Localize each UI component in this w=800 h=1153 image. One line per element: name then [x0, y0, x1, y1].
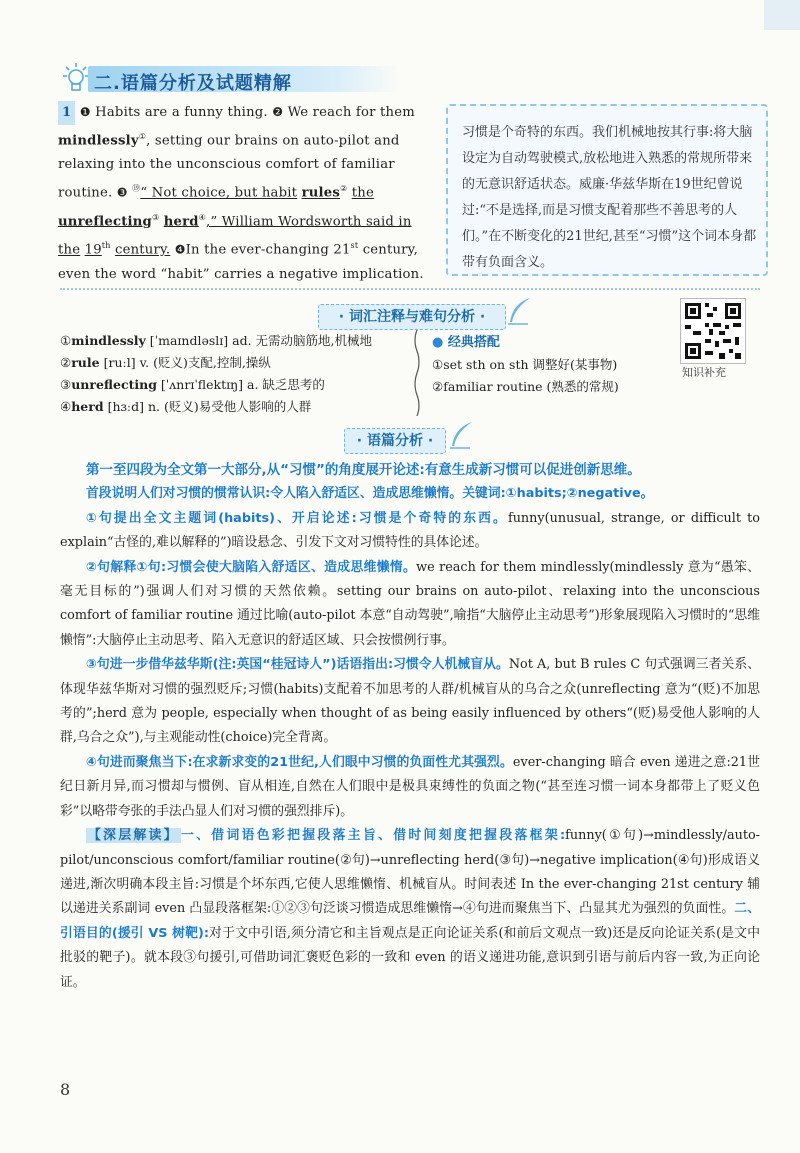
vocab-item: ①mindlessly [ˈmaɪndləslɪ] ad. 无需动脑筋地,机械地 [60, 333, 373, 348]
analysis-paragraph: ②句解释①句:习惯会使大脑陷入舒适区、造成思维懒惰。we reach for them mindlessly(mindlessly 意为“愚笨、毫无目标的”)强调人们对习惯的天然依赖。setting our brains on auto-pilot、relaxing into the unconscious comfort of familiar routine 通过比喻(auto-pilot 本意“自动驾驶”,喻指“大脑停止主动思考”)形象展现陷入习惯时的“思维懒惰”:大脑停止主动思考、陷入无意识的舒适区域、只会按惯例行事。 [60, 559, 760, 648]
translation-text: 习惯是个奇特的东西。我们机械地按其行事:将大脑设定为自动驾驶模式,放松地进入熟悉的常规所带来的无意识舒适状态。威廉·华兹华斯在19世纪曾说过:“不是选择,而是习惯支配着那些不善思考的人们。”在不断变化的21世纪,甚至“习惯”这个词本身都带有负面含义。 [462, 125, 757, 270]
section-title: 二.语篇分析及试题精解 [94, 73, 292, 94]
collocation-box [432, 332, 662, 398]
vocab-item: ③unreflecting [ˈʌnrɪˈflektɪŋ] a. 缺乏思考的 [60, 377, 325, 392]
qr-code[interactable] [680, 298, 746, 364]
paragraph-number: 1 [58, 101, 75, 125]
analysis-section-tag: · 语篇分析 · [344, 428, 446, 454]
brace-divider [410, 330, 424, 416]
collocation-item: ②familiar routine (熟悉的常规) [432, 379, 619, 394]
section-header [60, 62, 400, 96]
analysis-intro: 第一至四段为全文第一大部分,从“习惯”的角度展开论述:有意生成新习惯可以促进创新思维。 [86, 462, 641, 478]
vocab-item: ②rule [ruːl] v. (贬义)支配,控制,操纵 [60, 355, 271, 370]
page-number: 8 [60, 1080, 71, 1099]
vocab-highlight: mindlessly [58, 133, 139, 149]
page-corner [764, 0, 800, 30]
divider [60, 288, 760, 290]
analysis-paragraph: ①句提出全文主题词(habits)、开启论述:习惯是个奇特的东西。funny(unusual, strange, or difficult to explain“古怪的,难以解释的”)暗设悬念、引发下文对习惯特性的具体论述。 [60, 510, 760, 551]
vocab-list [60, 330, 390, 418]
lightbulb-icon [62, 62, 90, 94]
qr-label: 知识补充 [682, 366, 726, 379]
analysis-paragraph: ③句进一步借华兹华斯(注:英国“桂冠诗人”)话语指出:习惯令人机械盲从。Not A, but B rules C 句式强调三者关系、体现华兹华斯对习惯的强烈贬斥;习惯(habits)支配着不加思考的人群/机械盲从的乌合之众(unreflecting 意为“(贬)不加思考的”;herd 意为 people, especially when thought of as being easily influenced by others“(贬)易受他人影响的人群,乌合之众”),与主观能动性(choice)完全背离。 [60, 657, 760, 746]
vocab-item: ④herd [hɜːd] n. (贬义)易受他人影响的人群 [60, 399, 312, 414]
translation-box [446, 104, 768, 276]
analysis-paragraph: ④句进而聚焦当下:在求新求变的21世纪,人们眼中习惯的负面性尤其强烈。ever-changing 暗合 even 递进之意:21世纪日新月异,而习惯却与惯例、盲从相连,自然在人们眼中是极具束缚性的负面之物(“甚至连习惯一词本身都带上了贬义色彩”以略带夸张的手法凸显人们对习惯的强烈排斥)。 [60, 754, 761, 819]
quill-icon [504, 296, 532, 326]
collocation-item: ①set sth on sth 调整好(某事物) [432, 357, 618, 372]
deep-reading-tag: 【深层解读】 [88, 828, 179, 844]
collocation-title: ● 经典搭配 [432, 335, 500, 350]
english-passage: 1 ❶ Habits are a funny thing. ❷ We reach for them mindlessly①, setting our brains on auto-pilot and relaxing into the unconscious comfort of familiar routine. ❸ ⑲“ Not choice, but habit rules② the unreflecting③ herd④,” William Wordsworth said in the 19th century. ❹In the ever-changing 21st century, even the word “habit” carries a negative implication. [58, 100, 428, 287]
vocab-section-tag: · 词汇注释与难句分析 · [318, 304, 506, 330]
deep-reading-paragraph: 【深层解读】 一、借词语色彩把握段落主旨、借时间刻度把握段落框架:funny(①句)→mindlessly/auto-pilot/unconscious comfort/familiar routine(②句)→unreflecting herd(③句)→negative implication(④句)形成语义递进,渐次明确本段主旨:习惯是个坏东西,它使人思维懒惰、机械盲从。时间表述 In the ever-changing 21st century 辅以递进关系副词 even 凸显段落框架:①②③句泛谈习惯造成思维懒惰→④句进而聚焦当下、凸显其尤为强烈的负面性。二、引语目的(援引 VS 树靶):对于文中引语,须分清它和主旨观点是正向论证关系(和前后文观点一致)还是反向论证关系(是文中批驳的靶子)。就本段③句援引,可借助词汇褒贬色彩的一致和 even 的语义递进功能,意识到引语与前后内容一致,为正向论证。 [60, 828, 761, 990]
quill-icon [446, 420, 474, 450]
analysis-body [60, 458, 760, 995]
analysis-paragraph: 首段说明人们对习惯的惯常认识:令人陷入舒适区、造成思维懒惰。关键词:①habits;②negative。 [86, 486, 654, 502]
